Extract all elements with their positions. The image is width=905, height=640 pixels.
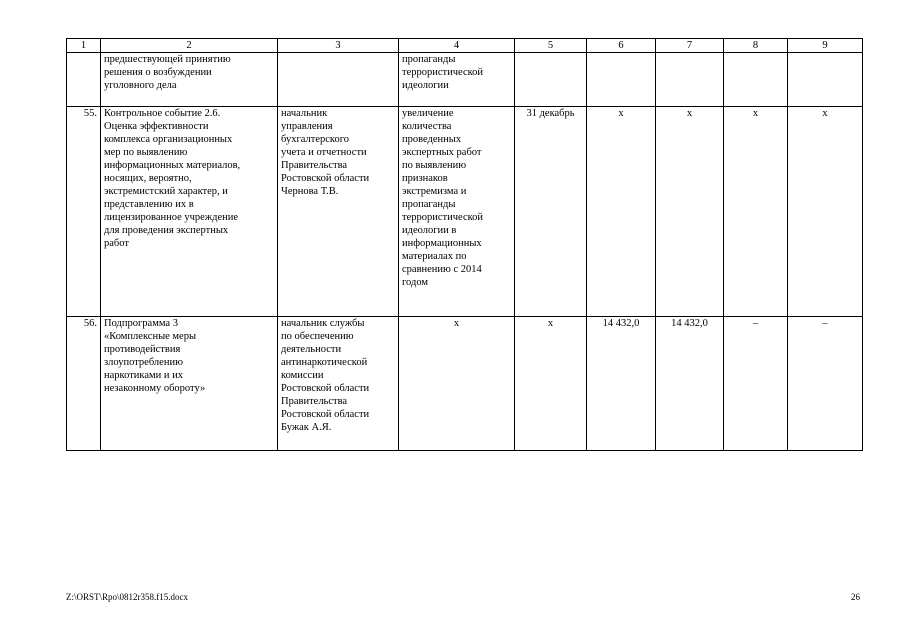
column-number-9: 9 xyxy=(788,39,863,53)
column-number-6: 6 xyxy=(587,39,656,53)
value-col-9 xyxy=(788,53,863,107)
column-number-5: 5 xyxy=(515,39,587,53)
document-table xyxy=(66,38,863,451)
value-col-7: 14 432,0 xyxy=(656,317,724,451)
value-col-8: – xyxy=(724,317,788,451)
deadline: 31 декабрь xyxy=(515,107,587,317)
value-col-7: х xyxy=(656,107,724,317)
expected-result: увеличение количества проведенных экспертных работ по выявлению признаков экстремизма и пропаганды террористической идеологии в информационных материалах по сравнению с 2014 годом xyxy=(399,107,515,317)
column-number-7: 7 xyxy=(656,39,724,53)
column-number-2: 2 xyxy=(101,39,278,53)
value-col-8 xyxy=(724,53,788,107)
value-col-6: х xyxy=(587,107,656,317)
deadline: х xyxy=(515,317,587,451)
column-number-8: 8 xyxy=(724,39,788,53)
deadline xyxy=(515,53,587,107)
value-col-9: х xyxy=(788,107,863,317)
table-row-56 xyxy=(67,317,863,451)
footer-file-path: Z:\ORST\Rpo\0812r358.f15.docx xyxy=(66,592,188,602)
event-name: Контрольное событие 2.6. Оценка эффективности комплекса организационных мер по выявлению информационных материалов, носящих, вероятно, экстремистский характер, и представлению их в лицензированное учреждение для проведения экспертных работ xyxy=(101,107,278,317)
table-row-55 xyxy=(67,107,863,317)
expected-result: х xyxy=(399,317,515,451)
value-col-9: – xyxy=(788,317,863,451)
expected-result: пропаганды террористической идеологии xyxy=(399,53,515,107)
subprogram-name: Подпрограмма 3 «Комплексные меры противодействия злоупотреблению наркотиками и их незаконному обороту» xyxy=(101,317,278,451)
value-col-8: х xyxy=(724,107,788,317)
responsible-person: начальник службы по обеспечению деятельности антинаркотической комиссии Ростовской области Правительства Ростовской области Бужак А.Я. xyxy=(278,317,399,451)
value-col-6 xyxy=(587,53,656,107)
table-row-continuation xyxy=(67,53,863,107)
value-col-7 xyxy=(656,53,724,107)
column-number-3: 3 xyxy=(278,39,399,53)
column-number-1: 1 xyxy=(67,39,101,53)
row-number: 56. xyxy=(67,317,101,451)
column-number-4: 4 xyxy=(399,39,515,53)
column-number-row xyxy=(67,39,863,53)
row-number: 55. xyxy=(67,107,101,317)
value-col-6: 14 432,0 xyxy=(587,317,656,451)
responsible-person xyxy=(278,53,399,107)
responsible-person: начальник управления бухгалтерского учета и отчетности Правительства Ростовской области Чернова Т.В. xyxy=(278,107,399,317)
row-number xyxy=(67,53,101,107)
event-name: предшествующей принятию решения о возбуждении уголовного дела xyxy=(101,53,278,107)
page-number: 26 xyxy=(851,592,860,602)
